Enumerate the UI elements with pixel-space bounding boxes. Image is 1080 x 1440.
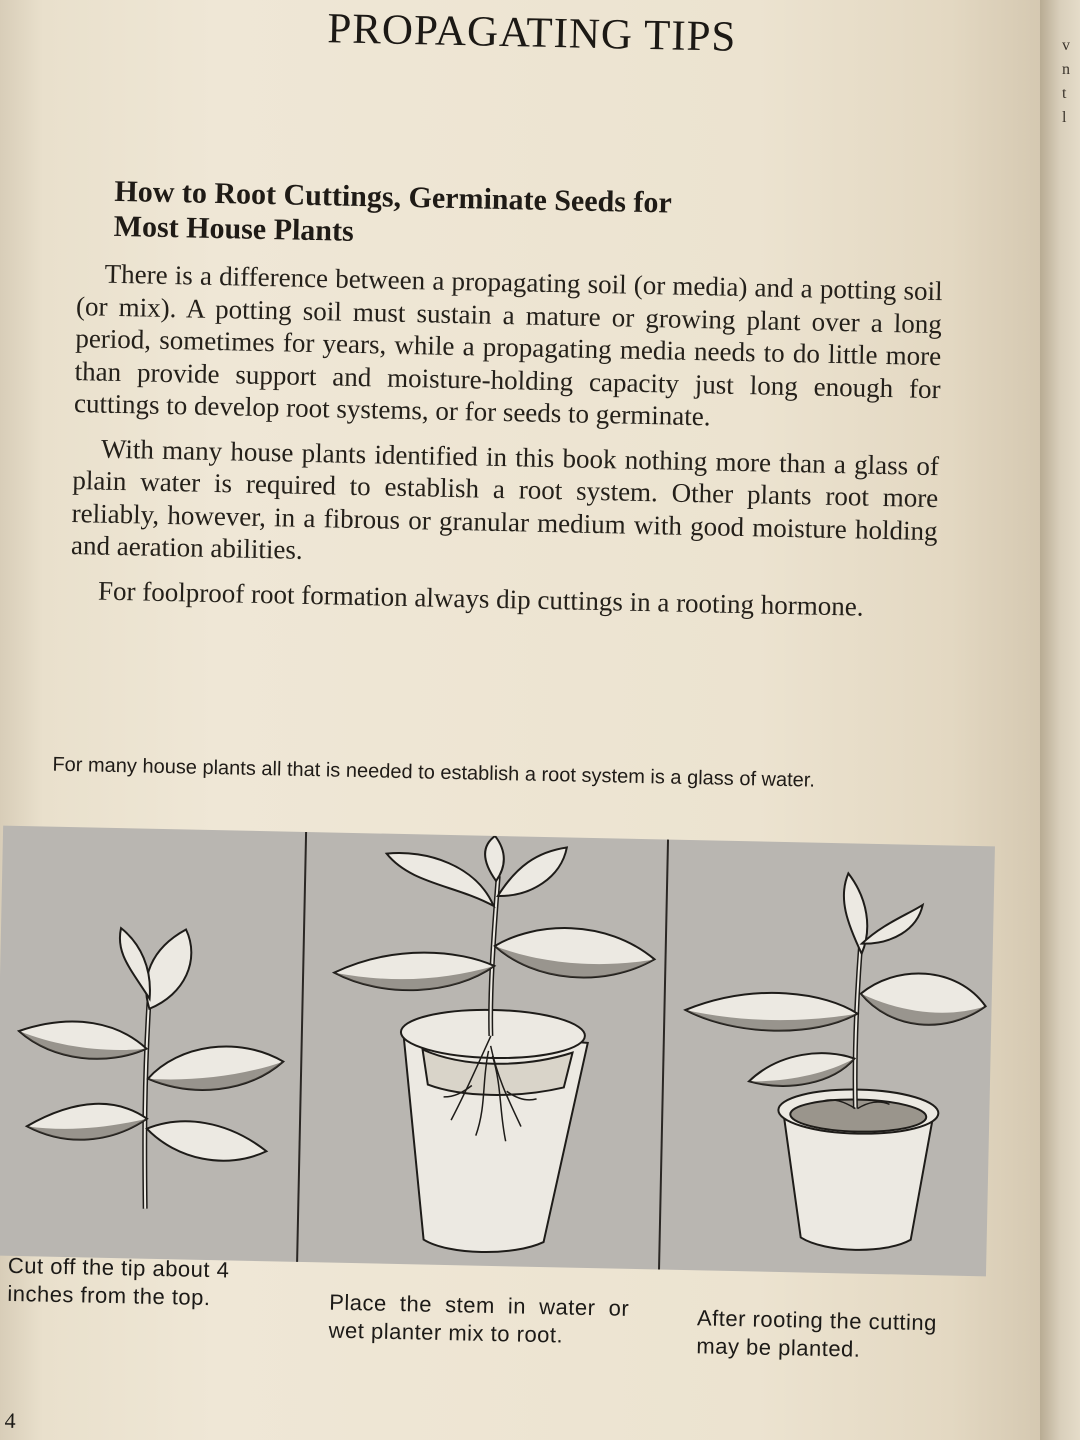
potted-plant-illustration (660, 840, 995, 1277)
section-heading: How to Root Cuttings, Germinate Seeds for Most House Plants (113, 174, 672, 248)
step-1-caption: Cut off the tip about 4 inches from the top. (7, 1252, 230, 1311)
body-text (70, 257, 943, 636)
paragraph: With many house plants identified in this book nothing more than a glass of plain water is required to establish a root system. Other plants root more reliably, however, in a fibrous or granular medium with good moisture holding and aeration abilities. (70, 433, 940, 565)
paragraph: For foolproof root formation always dip cuttings in a rooting hormone. (97, 575, 864, 622)
paragraph: There is a difference between a propagating soil (or media) and a potting soil (or mix). A potting soil must sustain a mature or growing plant over a long period, sometimes for years, while a propagating media needs to do little more than provide support and moisture-holding capacity just long enough for cuttings to develop root systems, or for seeds to germinate. (73, 258, 943, 432)
step-2-caption: Place the stem in water or wet planter mix to root. (328, 1289, 630, 1348)
next-page-edge-text (1062, 34, 1070, 130)
potted-plant-icon (660, 840, 995, 1277)
edge-letter: v (1062, 37, 1070, 54)
page-number: 4 (4, 1407, 16, 1434)
step-3-caption: After rooting the cutting may be planted. (696, 1305, 938, 1362)
page-title: PROPAGATING TIPS (326, 5, 737, 61)
cutting-plant-icon (0, 826, 305, 1262)
figure-caption: For many house plants all that is needed to establish a root system is a glass of water. (52, 753, 816, 792)
edge-letter: l (1062, 109, 1067, 126)
cutting-illustration (0, 826, 305, 1262)
glass-with-cutting-icon (298, 832, 667, 1269)
edge-letter: t (1062, 85, 1067, 102)
edge-letter: n (1062, 61, 1070, 78)
propagation-illustration (0, 826, 995, 1277)
water-rooting-illustration (298, 832, 667, 1269)
